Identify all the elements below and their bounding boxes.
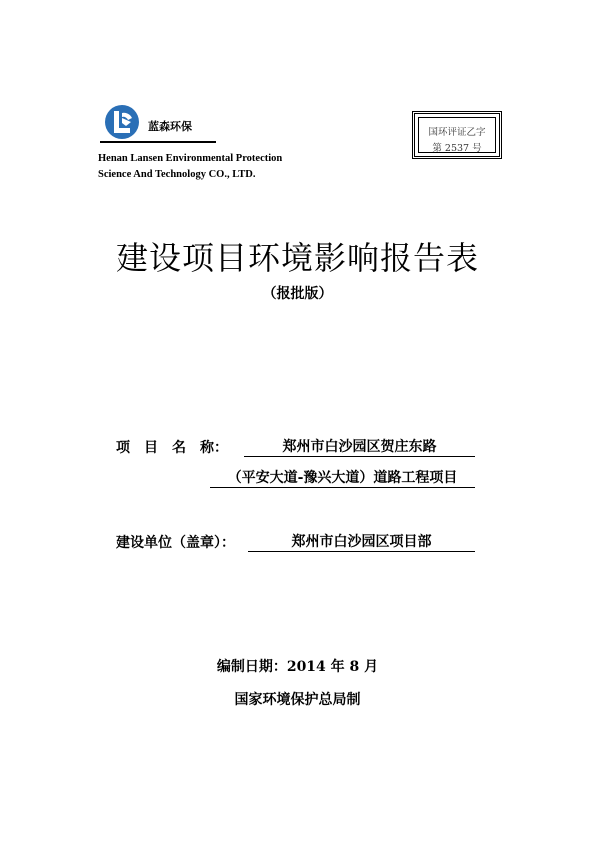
project-name-value-line-2: （平安大道-豫兴大道）道路工程项目: [210, 469, 475, 488]
certificate-line-2: 第 2537 号: [432, 143, 482, 154]
company-en-line-1: Henan Lansen Environmental Protection: [98, 153, 283, 164]
certificate-inner-frame: [418, 117, 496, 153]
construction-unit-label: 建设单位（盖章）：: [116, 535, 235, 551]
company-logo: [100, 104, 220, 144]
company-en-line-2: Science And Technology CO., LTD.: [98, 169, 256, 180]
lansen-logo-icon: [104, 104, 140, 140]
project-name-label: 项 目 名 称：: [116, 440, 228, 456]
document-subtitle: （报批版）: [262, 286, 333, 302]
issuer: 国家环境保护总局制: [234, 692, 361, 708]
compile-date: 编制日期：2014 年 8 月: [216, 659, 379, 675]
construction-unit-value: 郑州市白沙园区项目部: [248, 533, 475, 552]
logo-text: 蓝森环保: [148, 120, 192, 133]
company-english-name: [98, 151, 282, 183]
logo-divider: [100, 141, 216, 143]
project-name-value-line-1: 郑州市白沙园区贺庄东路: [244, 438, 475, 457]
certificate-line-1: 国环评证乙字: [428, 127, 486, 138]
document-title: 建设项目环境影响报告表: [115, 239, 479, 277]
certificate-box: [412, 111, 502, 159]
